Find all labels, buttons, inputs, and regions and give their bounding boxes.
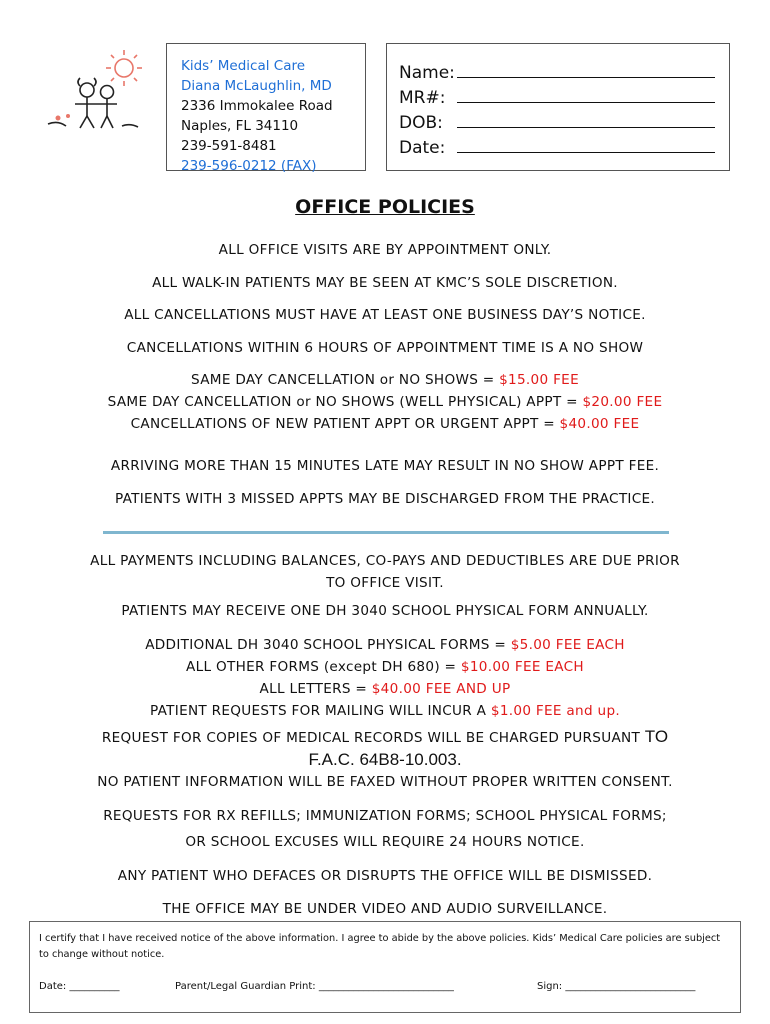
policy-dh3040: PATIENTS MAY RECEIVE ONE DH 3040 SCHOOL PHYSICAL FORM ANNUALLY. <box>121 603 649 619</box>
patient-name-field[interactable] <box>399 58 729 83</box>
policy-refills-line-2: OR SCHOOL EXCUSES WILL REQUIRE 24 HOURS NOTICE. <box>185 834 585 850</box>
policy-same-day-well-physical <box>0 394 770 410</box>
clinic-city: Naples, FL 34110 <box>181 118 299 134</box>
cert-sign-field[interactable]: Sign: __________________________ <box>537 981 696 992</box>
new-patient-text: CANCELLATIONS OF NEW PATIENT APPT OR URGENT APPT = <box>130 416 555 432</box>
patient-dob-field[interactable] <box>399 108 729 133</box>
clinic-name: Kids’ Medical Care <box>181 58 306 74</box>
cert-date-field[interactable]: Date: __________ <box>39 981 120 992</box>
policy-records <box>0 727 770 747</box>
policy-cancel-6h: CANCELLATIONS WITHIN 6 HOURS OF APPOINTMENT TIME IS A NO SHOW <box>126 340 644 356</box>
mailing-fee: $1.00 FEE and up. <box>490 703 620 719</box>
new-patient-fee: $40.00 FEE <box>559 416 640 432</box>
additional-forms-text: ADDITIONAL DH 3040 SCHOOL PHYSICAL FORMS = <box>145 637 507 653</box>
same-day-wp-fee: $20.00 FEE <box>582 394 663 410</box>
records-to: TO <box>644 727 669 746</box>
clinic-street: 2336 Immokalee Road <box>181 98 333 114</box>
other-forms-text: ALL OTHER FORMS (except DH 680) = <box>186 659 457 675</box>
policy-refills-line-1: REQUESTS FOR RX REFILLS; IMMUNIZATION FORMS; SCHOOL PHYSICAL FORMS; <box>103 808 667 824</box>
policy-additional-forms <box>0 637 770 653</box>
policy-new-patient <box>0 416 770 432</box>
policy-payments-line-1: ALL PAYMENTS INCLUDING BALANCES, CO-PAYS AND DEDUCTIBLES ARE DUE PRIOR <box>90 553 680 569</box>
patient-date-field[interactable] <box>399 133 729 158</box>
policy-deface: ANY PATIENT WHO DEFACES OR DISRUPTS THE OFFICE WILL BE DISMISSED. <box>117 868 653 884</box>
policy-other-forms <box>0 659 770 675</box>
letters-text: ALL LETTERS = <box>259 681 368 697</box>
policy-late: ARRIVING MORE THAN 15 MINUTES LATE MAY RESULT IN NO SHOW APPT FEE. <box>110 458 660 474</box>
policy-fac-reference: F.A.C. 64B8-10.003. <box>308 750 462 769</box>
mr-label: MR#: <box>399 88 446 108</box>
policy-mailing <box>0 703 770 719</box>
same-day-text: SAME DAY CANCELLATION or NO SHOWS = <box>191 372 495 388</box>
policy-letters <box>0 681 770 697</box>
policy-payments-line-2: TO OFFICE VISIT. <box>326 575 444 591</box>
policy-no-fax: NO PATIENT INFORMATION WILL BE FAXED WITHOUT PROPER WRITTEN CONSENT. <box>97 774 673 790</box>
records-text: REQUEST FOR COPIES OF MEDICAL RECORDS WILL BE CHARGED PURSUANT <box>101 730 641 746</box>
date-line[interactable] <box>457 151 715 153</box>
clinic-info-box <box>166 43 366 174</box>
policy-appointment-only: ALL OFFICE VISITS ARE BY APPOINTMENT ONLY. <box>218 242 552 258</box>
clinic-fax: 239-596-0212 (FAX) <box>181 158 317 174</box>
section-divider <box>103 531 669 534</box>
other-forms-fee: $10.00 FEE EACH <box>460 659 584 675</box>
patient-info-box <box>386 43 730 171</box>
cert-guardian-field[interactable]: Parent/Legal Guardian Print: ___________________________ <box>175 981 454 992</box>
same-day-wp-text: SAME DAY CANCELLATION or NO SHOWS (WELL PHYSICAL) APPT = <box>107 394 578 410</box>
certification-box <box>29 921 741 1013</box>
policy-walk-in: ALL WALK-IN PATIENTS MAY BE SEEN AT KMC’S SOLE DISCRETION. <box>152 275 618 291</box>
clinic-phone: 239-591-8481 <box>181 138 277 154</box>
mailing-text: PATIENT REQUESTS FOR MAILING WILL INCUR A <box>149 703 487 719</box>
same-day-fee: $15.00 FEE <box>499 372 579 388</box>
policy-missed: PATIENTS WITH 3 MISSED APPTS MAY BE DISCHARGED FROM THE PRACTICE. <box>114 491 656 507</box>
patient-mr-field[interactable] <box>399 83 729 108</box>
policy-surveillance: THE OFFICE MAY BE UNDER VIDEO AND AUDIO SURVEILLANCE. <box>162 901 608 917</box>
name-line[interactable] <box>457 76 715 78</box>
policy-same-day <box>0 372 770 388</box>
clinic-logo <box>44 46 154 138</box>
certification-text: I certify that I have received notice of the above information. I agree to abide by the above policies. Kids’ Medical Care policies are subject to change without notice. <box>39 933 721 960</box>
policy-cancel-notice: ALL CANCELLATIONS MUST HAVE AT LEAST ONE BUSINESS DAY’S NOTICE. <box>124 307 646 323</box>
additional-forms-fee: $5.00 FEE EACH <box>510 637 625 653</box>
dob-line[interactable] <box>457 126 715 128</box>
name-label: Name: <box>399 63 455 83</box>
mr-line[interactable] <box>457 101 715 103</box>
doctor-name: Diana McLaughlin, MD <box>181 78 332 94</box>
letters-fee: $40.00 FEE AND UP <box>371 681 511 697</box>
dob-label: DOB: <box>399 113 443 133</box>
date-label: Date: <box>399 138 446 158</box>
page-title: OFFICE POLICIES <box>295 196 475 218</box>
